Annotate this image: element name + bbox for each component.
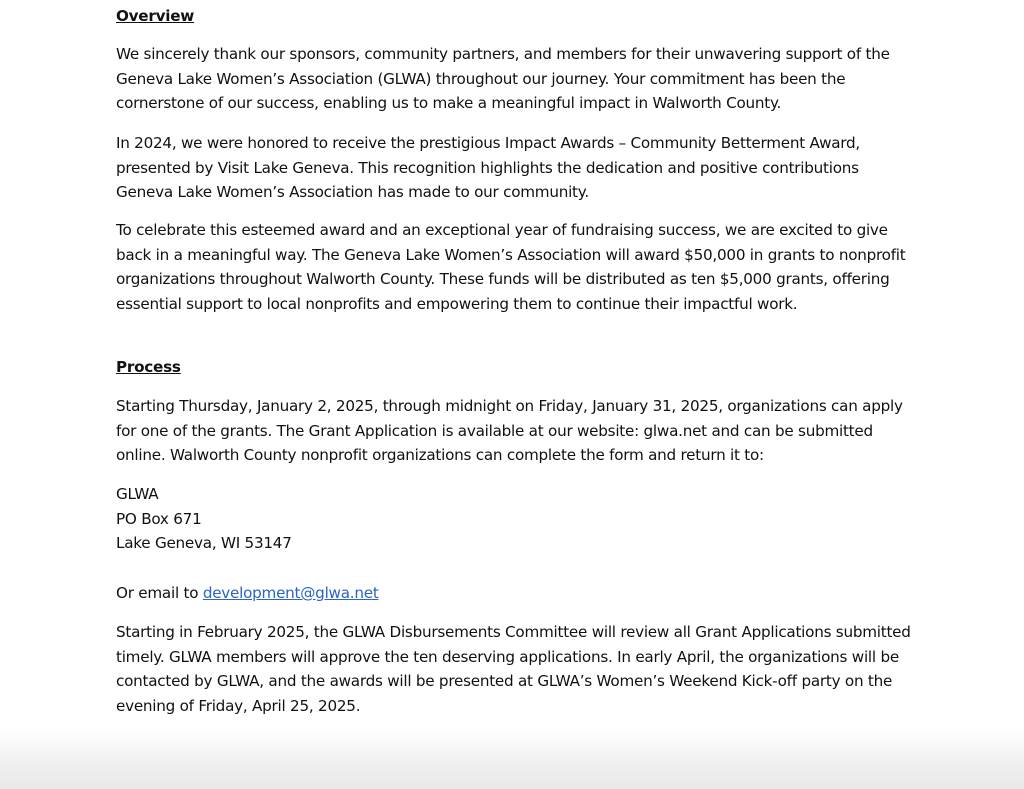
address-line-city: Lake Geneva, WI 53147 bbox=[116, 534, 292, 552]
email-link[interactable]: development@glwa.net bbox=[202, 584, 379, 602]
overview-paragraph-award: In 2024, we were honored to receive the prestigious Impact Awards – Community Betterment Award, presented by Visit Lake Geneva. This recognition highlights the dedication and positive contributions Geneva Lake Women’s Association has made to our community. bbox=[116, 134, 860, 202]
process-heading: Process bbox=[116, 358, 181, 376]
address-line-pobox: PO Box 671 bbox=[116, 510, 202, 528]
process-paragraph-intro: Starting Thursday, January 2, 2025, through midnight on Friday, January 31, 2025, organizations can apply for one of the grants. The Grant Application is available at our website: glwa.net and can be submitted online. Walworth County nonprofit organizations can complete the form and return it to: bbox=[116, 397, 903, 465]
address-line-org: GLWA bbox=[116, 485, 159, 503]
overview-paragraph-grants: To celebrate this esteemed award and an exceptional year of fundraising success, we are excited to give back in a meaningful way. The Geneva Lake Women’s Association will award $50,000 in grants to nonprofit organizations throughout Walworth County. These funds will be distributed as ten $5,000 grants, offering essential support to local nonprofits and empowering them to continue their impactful work. bbox=[116, 221, 906, 313]
email-line bbox=[116, 581, 379, 606]
page-bottom-shadow bbox=[0, 729, 1024, 789]
process-paragraph-closing: Starting in February 2025, the GLWA Disbursements Committee will review all Grant Applications submitted timely. GLWA members will approve the ten deserving applications. In early April, the organizations will be contacted by GLWA, and the awards will be presented at GLWA’s Women’s Weekend Kick-off party on the evening of Friday, April 25, 2025. bbox=[116, 623, 911, 715]
email-prefix: Or email to bbox=[116, 584, 203, 602]
overview-heading: Overview bbox=[116, 7, 195, 25]
overview-paragraph-thanks: We sincerely thank our sponsors, community partners, and members for their unwavering support of the Geneva Lake Women’s Association (GLWA) throughout our journey. Your commitment has been the cornerstone of our success, enabling us to make a meaningful impact in Walworth County. bbox=[116, 45, 890, 113]
